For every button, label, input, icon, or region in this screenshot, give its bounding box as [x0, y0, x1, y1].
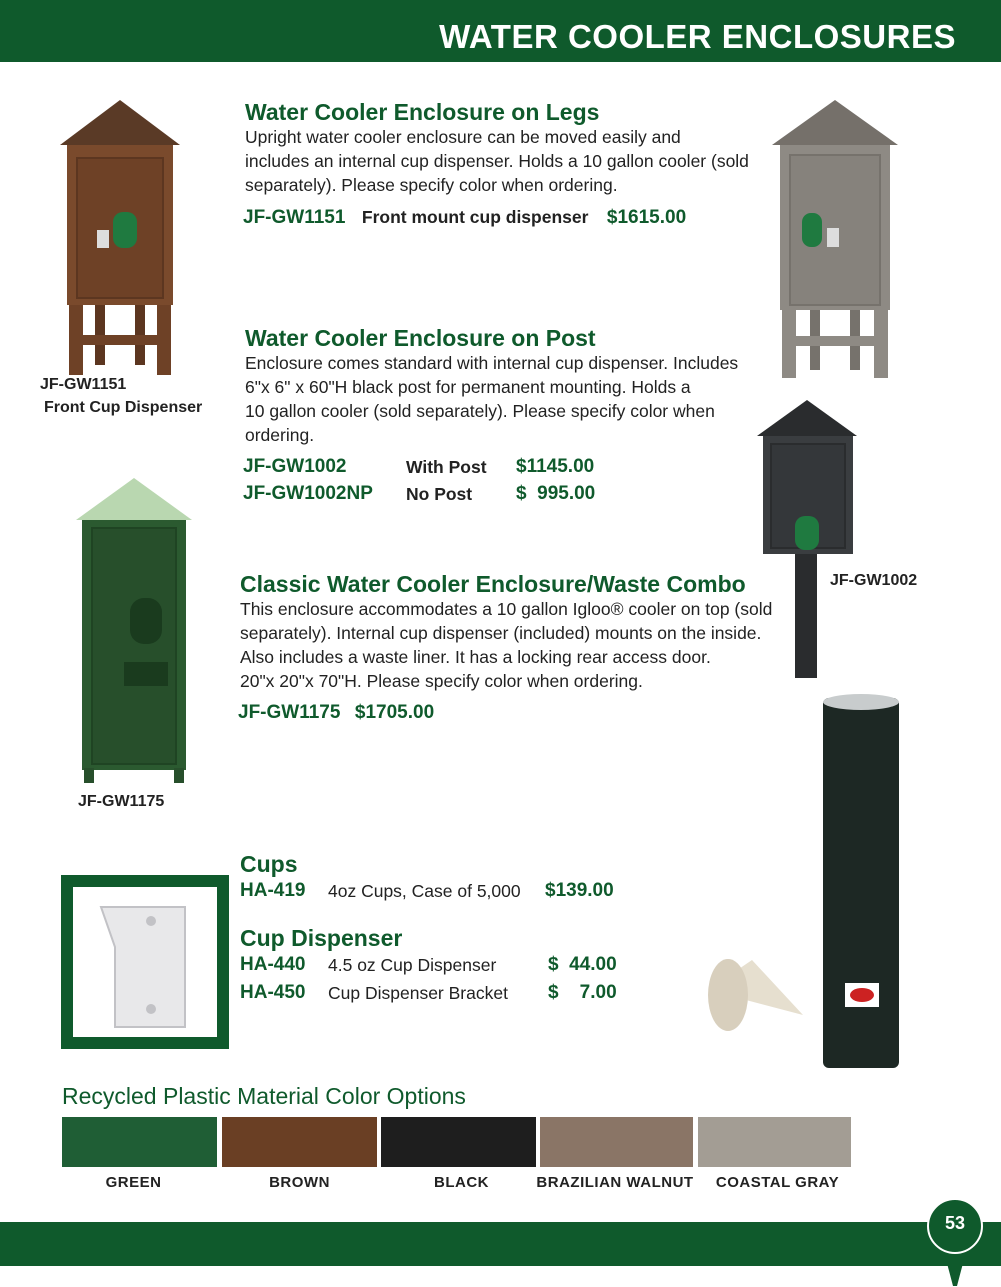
- legs-price: $1615.00: [606, 207, 687, 228]
- cups-price-row: [240, 880, 640, 907]
- swatch-label-green: GREEN: [105, 1174, 162, 1191]
- post-sku: JF-GW1002NP: [243, 483, 373, 504]
- legs-title: Water Cooler Enclosure on Legs: [245, 99, 600, 125]
- swatch-label-black: BLACK: [434, 1174, 489, 1191]
- dispenser-price: $ 7.00: [548, 982, 617, 1003]
- post-option-label: With Post: [406, 457, 487, 477]
- swatch-coastal-gray: [698, 1117, 851, 1167]
- combo-caption: JF-GW1175: [78, 793, 165, 810]
- legs-sku: JF-GW1151: [243, 207, 346, 228]
- dispenser-sku: HA-440: [240, 954, 306, 975]
- cups-sku: HA-419: [240, 880, 306, 901]
- combo-price-row: [238, 702, 434, 724]
- cups-title: Cups: [240, 851, 298, 877]
- page-title: WATER COOLER ENCLOSURES: [439, 18, 956, 55]
- dispenser-sku: HA-450: [240, 982, 306, 1003]
- post-caption: JF-GW1002: [830, 572, 918, 589]
- cups-label: 4oz Cups, Case of 5,000: [328, 881, 521, 901]
- swatch-label-brazilian-walnut: BRAZILIAN WALNUT: [536, 1174, 694, 1191]
- golf-ball-tee-icon: [925, 1198, 985, 1286]
- legs-enclosure-image: [55, 100, 185, 380]
- swatch-label-brown: BROWN: [269, 1174, 330, 1191]
- dispenser-price-row: [240, 954, 640, 982]
- swatch-label-coastal-gray: COASTAL GRAY: [715, 1174, 840, 1191]
- swatch-green: [62, 1117, 217, 1167]
- dispenser-price: $ 44.00: [548, 954, 617, 975]
- legs-description: Upright water cooler enclosure can be moved easily and includes an internal cup dispenser. Holds a 10 gallon cooler (sold separately). Please specify color when ordering.: [245, 127, 749, 195]
- post-description: Enclosure comes standard with internal cup dispenser. Includes 6"x 6" x 60"H black post for permanent mounting. Holds a 10 gallon cooler (sold separately). Please specify color when ordering.: [245, 353, 739, 445]
- legs-option-label: Front mount cup dispenser: [361, 207, 589, 227]
- post-price-rows: [243, 456, 643, 510]
- legs-gray-enclosure-image: [770, 100, 900, 380]
- dispenser-title: Cup Dispenser: [240, 925, 403, 951]
- cups-price: $139.00: [545, 880, 614, 901]
- footer-bar: [0, 1222, 1001, 1266]
- legs-caption-sku: JF-GW1151: [40, 376, 127, 393]
- swatch-black: [381, 1117, 536, 1167]
- combo-enclosure-image: [72, 478, 197, 783]
- dispenser-price-row: [240, 982, 640, 1010]
- post-option-label: No Post: [406, 484, 473, 504]
- combo-title: Classic Water Cooler Enclosure/Waste Combo: [240, 571, 746, 597]
- combo-sku: JF-GW1175: [238, 702, 341, 723]
- cup-holder-image-frame: [61, 875, 229, 1049]
- cup-dispenser-image: [700, 690, 910, 1070]
- post-price-row: [243, 456, 643, 483]
- post-price: $ 995.00: [516, 483, 596, 504]
- combo-description: This enclosure accommodates a 10 gallon Igloo® cooler on top (sold separately). Internal cup dispenser (included) mounts on the inside. Also includes a waste liner. It has a locking rear access door. 20"x 20"x 70"H. Please specify color when ordering.: [240, 599, 773, 691]
- page-number: 53: [944, 1213, 966, 1233]
- post-price: $1145.00: [516, 456, 595, 477]
- colors-title: Recycled Plastic Material Color Options: [62, 1083, 466, 1109]
- post-price-row: [243, 483, 643, 510]
- legs-price-row: [243, 207, 686, 229]
- dispenser-label: Cup Dispenser Bracket: [328, 983, 508, 1003]
- cup-holder-image: [73, 887, 217, 1037]
- post-title: Water Cooler Enclosure on Post: [245, 325, 596, 351]
- combo-price: $1705.00: [354, 702, 435, 723]
- swatch-brazilian-walnut: [540, 1117, 693, 1167]
- post-sku: JF-GW1002: [243, 456, 347, 477]
- legs-caption-label: Front Cup Dispenser: [44, 399, 203, 416]
- dispenser-price-rows: [240, 954, 640, 1010]
- swatch-brown: [222, 1117, 377, 1167]
- dispenser-label: 4.5 oz Cup Dispenser: [328, 955, 497, 975]
